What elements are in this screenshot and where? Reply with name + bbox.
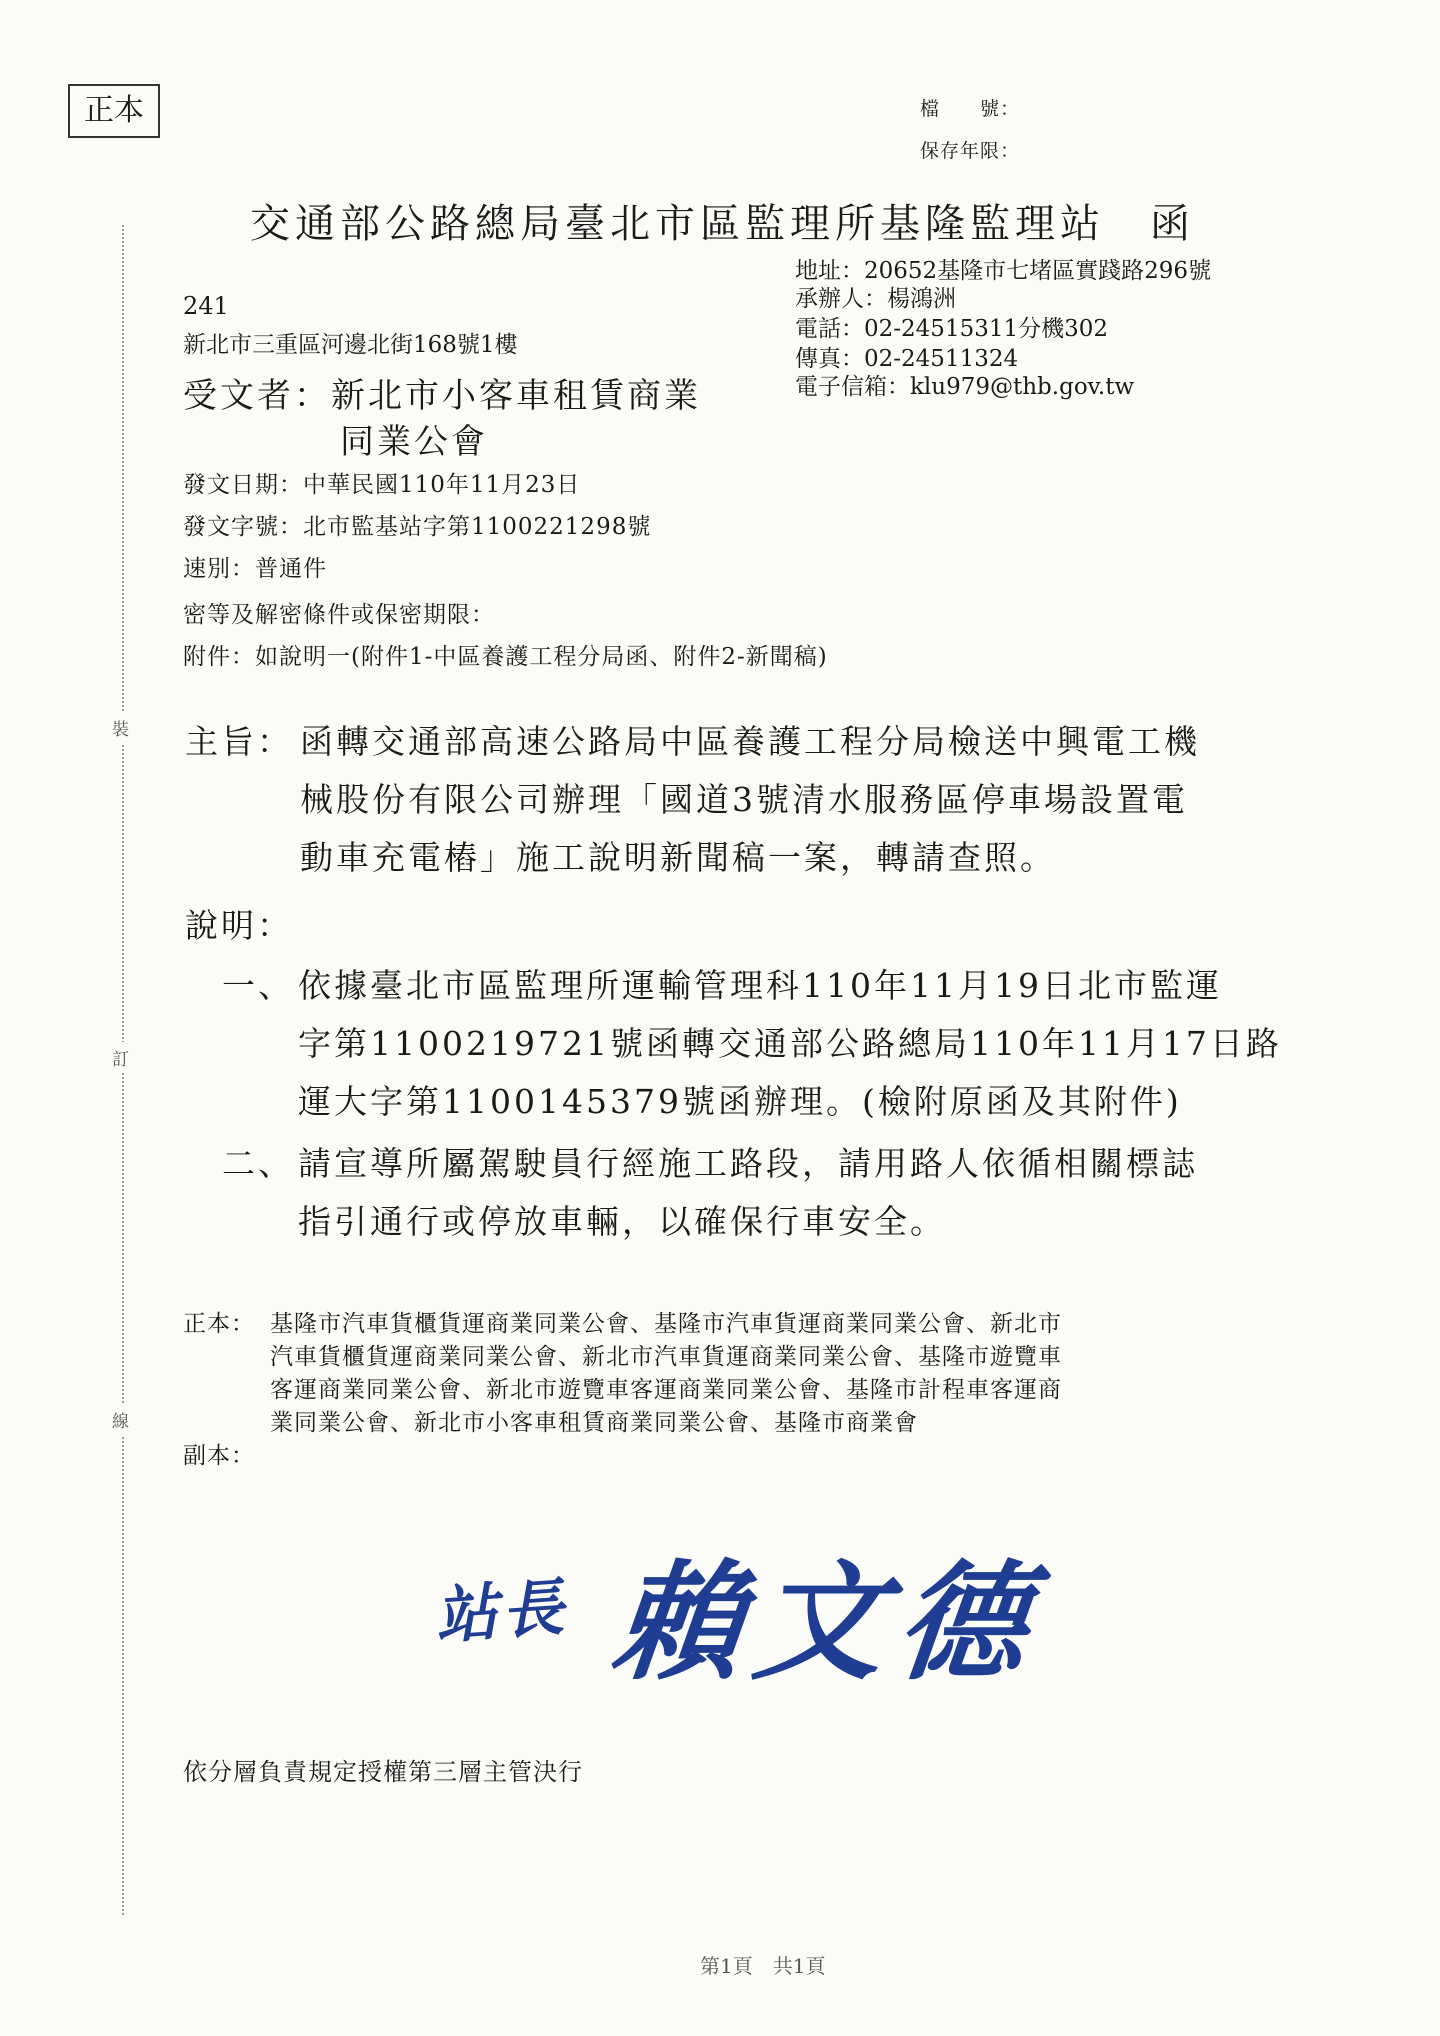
fax-number: 傳真：02-24511324 [795,346,1019,372]
description-line: 指引通行或停放車輛，以確保行車安全。 [298,1202,946,1241]
distribution-line: 汽車貨櫃貨運商業同業公會、新北市汽車貨運商業同業公會、基隆市遊覽車 [270,1344,1062,1370]
recipient-name-line2: 同業公會 [340,422,488,462]
description-line: 運大字第1100145379號函辦理。(檢附原函及其附件) [298,1082,1182,1121]
binding-mark: 線 [112,1404,129,1435]
subject-line: 動車充電樁」施工說明新聞稿一案，轉請查照。 [300,838,1056,877]
delivery-speed: 速別：普通件 [183,556,327,582]
phone-number: 電話：02-24515311分機302 [795,316,1109,342]
secrecy-level: 密等及解密條件或保密期限： [183,602,495,628]
distribution-line: 基隆市汽車貨櫃貨運商業同業公會、基隆市汽車貨運商業同業公會、新北市 [270,1311,1062,1337]
signature-title: 站長 [432,1570,570,1653]
original-copy-stamp: 正本 [68,84,160,138]
subject-line: 械股份有限公司辦理「國道3號清水服務區停車場設置電 [300,780,1188,819]
distribution-line: 客運商業同業公會、新北市遊覽車客運商業同業公會、基隆市計程車客運商 [270,1377,1062,1403]
binding-mark: 裝 [112,712,129,743]
delegation-note: 依分層負責規定授權第三層主管決行 [183,1758,583,1786]
description-line: 請宣導所屬駕駛員行經施工路段，請用路人依循相關標誌 [298,1144,1198,1183]
description-label: 說明： [185,906,293,945]
recipient-postal-code: 241 [183,292,229,320]
document-number: 發文字號：北市監基站字第1100221298號 [183,514,652,540]
email-address: 電子信箱：klu979@thb.gov.tw [795,374,1135,400]
signature-name: 賴文德 [605,1548,1048,1698]
distribution-line: 業同業公會、新北市小客車租賃商業同業公會、基隆市商業會 [270,1410,918,1436]
distribution-label: 正本： [183,1311,255,1337]
file-number-label: 檔 號： [920,98,1021,120]
page-number: 第1頁 共1頁 [700,1954,826,1978]
item-marker-2: 二、 [222,1144,294,1183]
cc-label: 副本： [183,1443,255,1469]
description-line: 依據臺北市區監理所運輸管理科110年11月19日北市監運 [298,966,1222,1005]
attachments: 附件：如說明一(附件1-中區養護工程分局函、附件2-新聞稿) [183,644,828,670]
recipient-name: 受文者：新北市小客車租賃商業 [183,376,701,416]
director-signature-seal [432,1520,1055,1700]
binding-mark: 訂 [112,1042,129,1073]
document-title: 交通部公路總局臺北市區監理所基隆監理站 函 [250,201,1195,247]
handler-name: 承辦人：楊鴻洲 [795,286,956,312]
retention-period-label: 保存年限： [920,140,1021,162]
description-line: 字第1100219721號函轉交通部公路總局110年11月17日路 [298,1024,1282,1063]
subject-label: 主旨： [185,722,293,761]
issue-date: 發文日期：中華民國110年11月23日 [183,472,581,498]
sender-address: 地址：20652基隆市七堵區實踐路296號 [795,258,1212,284]
subject-line: 函轉交通部高速公路局中區養護工程分局檢送中興電工機 [300,722,1200,761]
recipient-address: 新北市三重區河邊北街168號1樓 [183,332,518,358]
item-marker-1: 一、 [222,966,294,1005]
